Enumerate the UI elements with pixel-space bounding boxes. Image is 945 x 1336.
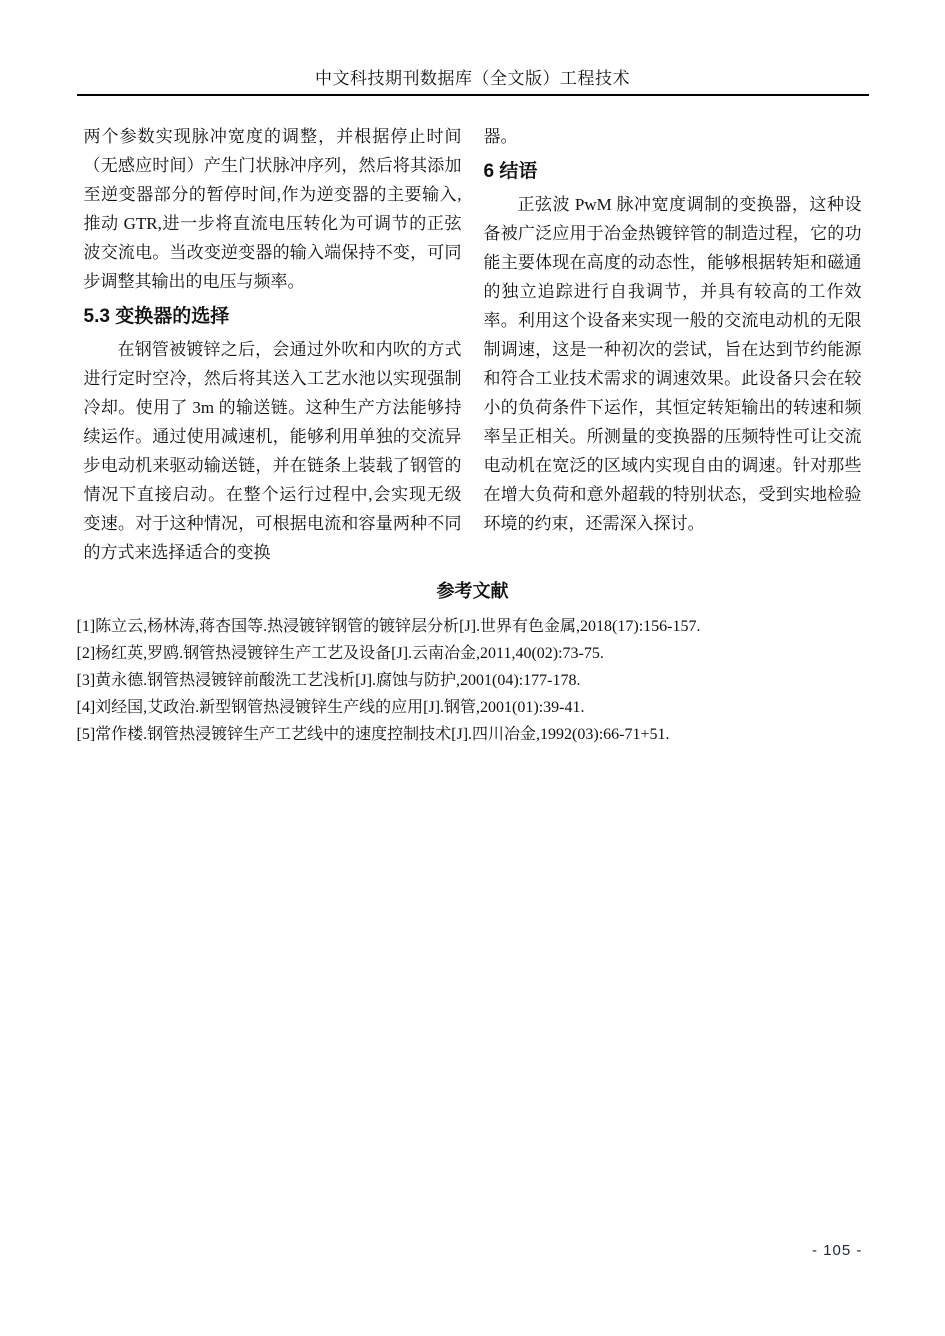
reference-item-5: [5]常作楼.钢管热浸镀锌生产工艺线中的速度控制技术[J].四川冶金,1992(03):66-71+51. [76,726,670,743]
left-column [84,122,462,567]
references-section [77,577,869,748]
reference-item-3: [3]黄永德.钢管热浸镀锌前酸洗工艺浅析[J].腐蚀与防护,2001(04):177-178. [76,672,581,689]
reference-item-2: [2]杨红英,罗鸥.钢管热浸镀锌生产工艺及设备[J].云南冶金,2011,40(02):73-75. [76,645,604,662]
right-paragraph-body: 正弦波 PwM 脉冲宽度调制的变换器，这种设备被广泛应用于冶金热镀锌管的制造过程，它的功能主要体现在高度的动态性，能够根据转矩和磁通的独立追踪进行自我调节，并具有较高的工作效率。利用这个设备来实现一般的交流电动机的无限制调速，这是一种初次的尝试，旨在达到节约能源和符合工业技术需求的调速效果。此设备只会在较小的负荷条件下运作，其恒定转矩输出的转速和频率呈正相关。所测量的变换器的压频特性可让交流电动机在宽泛的区域内实现自由的调速。针对那些在增大负荷和意外超载的特别状态，受到实地检验环境的约束，还需深入探讨。 [483,195,862,533]
section-heading-5-3: 5.3 变换器的选择 [83,306,230,327]
journal-header-title: 中文科技期刊数据库（全文版）工程技术 [315,69,630,88]
references-heading: 参考文献 [436,581,509,601]
right-paragraph-continuation: 器。 [483,127,518,146]
reference-item-1: [1]陈立云,杨林涛,蒋杏国等.热浸镀锌钢管的镀锌层分析[J].世界有色金属,2018(17):156-157. [76,618,701,635]
left-paragraph-body: 在钢管被镀锌之后，会通过外吹和内吹的方式进行定时空冷，然后将其送入工艺水池以实现强制冷却。使用了 3m 的输送链。这种生产方法能够持续运作。通过使用减速机，能够利用单独的交流异步电动机来驱动输送链，并在链条上装载了钢管的情况下直接启动。在整个运行过程中,会实现无级变速。对于这种情况，可根据电流和容量两种不同的方式来选择适合的变换 [83,340,462,562]
two-column-body [84,122,862,567]
section-heading-6: 6 结语 [483,161,538,182]
left-paragraph-continuation: 两个参数实现脉冲宽度的调整，并根据停止时间（无感应时间）产生门状脉冲序列，然后将其添加至逆变器部分的暂停时间,作为逆变器的主要输入,推动 GTR,进一步将直流电压转化为可调节的正弦波交流电。当改变逆变器的输入端保持不变，可同步调整其输出的电压与频率。 [83,127,462,291]
right-column [484,122,862,567]
page-number: - 105 - [812,1242,863,1259]
header-divider-rule [77,94,869,96]
reference-item-4: [4]刘经国,艾政治.新型钢管热浸镀锌生产线的应用[J].钢管,2001(01):39-41. [76,699,585,716]
